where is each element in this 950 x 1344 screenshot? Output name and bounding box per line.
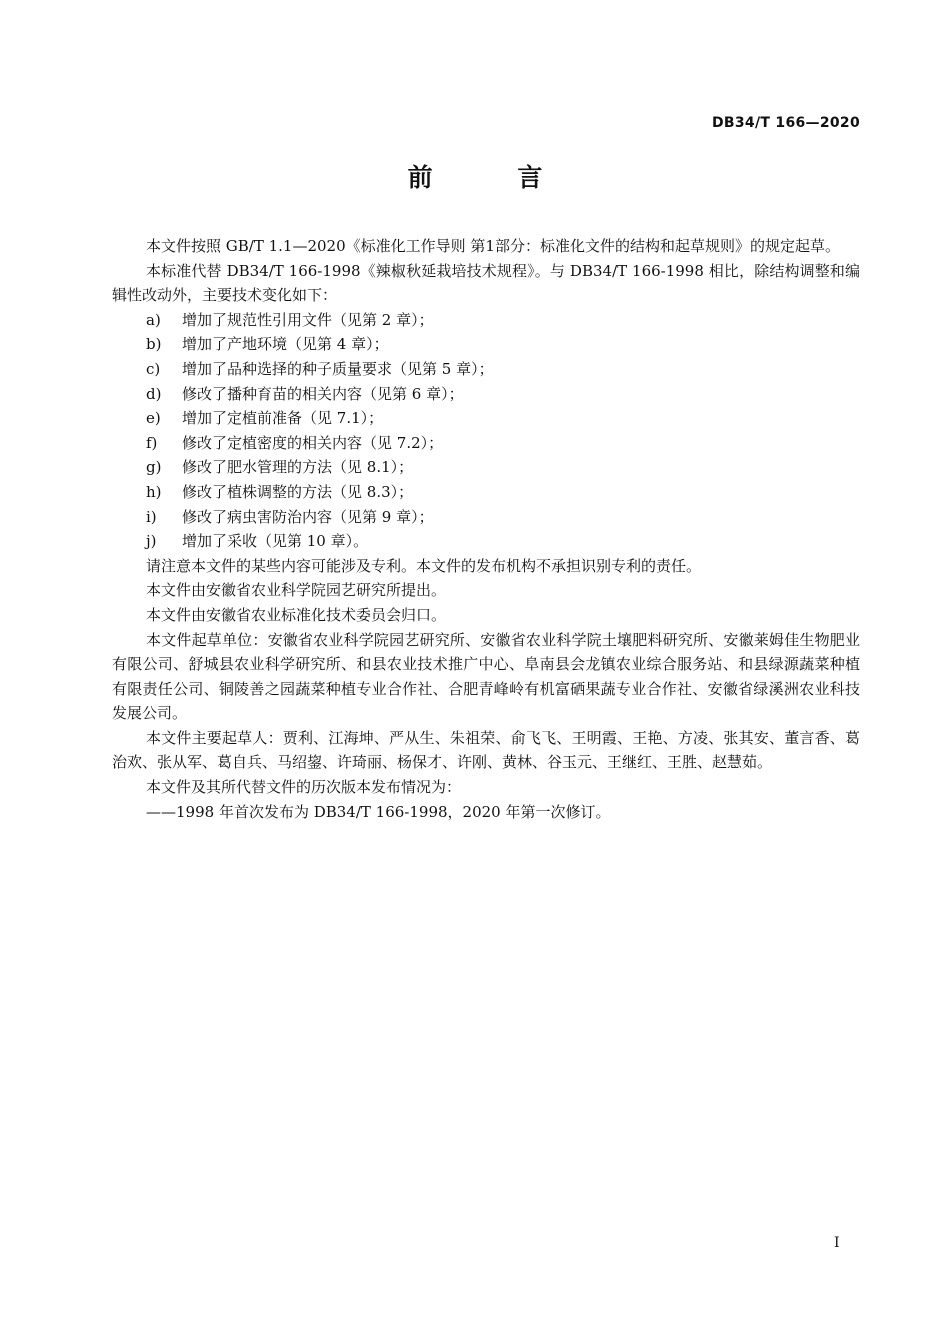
list-marker: h) [146, 482, 162, 501]
list-marker: i) [146, 507, 157, 526]
drafters: 本文件主要起草人：贾利、江海坤、严从生、朱祖荣、俞飞飞、王明霞、王艳、方凌、张其安、董言香、葛治欢、张从军、葛自兵、马绍鋆、许琦丽、杨保才、许刚、黄林、谷玉元、王继红、王胜、赵慧茹。 [112, 728, 860, 772]
list-marker: d) [146, 384, 162, 403]
list-marker: e) [146, 409, 161, 428]
list-item-text: 修改了植株调整的方法（见 8.3）； [182, 482, 414, 501]
list-item-text: 增加了采收（见第 10 章）。 [182, 532, 369, 551]
list-item-text: 增加了定植前准备（见 7.1）； [182, 409, 384, 428]
version-history-item: ——1998 年首次发布为 DB34/T 166-1998，2020 年第一次修订。 [146, 802, 611, 821]
list-item-text: 增加了品种选择的种子质量要求（见第 5 章）； [182, 359, 494, 378]
list-item-text: 增加了规范性引用文件（见第 2 章）； [182, 310, 434, 329]
list-item [112, 455, 860, 480]
list-marker: b) [146, 335, 162, 354]
page-title: 前 言 [407, 163, 581, 192]
list-item [112, 308, 860, 333]
document-body [112, 234, 860, 824]
list-marker: a) [146, 310, 161, 329]
list-marker: c) [146, 359, 161, 378]
list-item [112, 431, 860, 456]
changes-list [112, 308, 860, 554]
list-marker: f) [146, 433, 158, 452]
list-marker: j) [146, 532, 157, 551]
list-item [112, 480, 860, 505]
page-number: I [834, 1235, 840, 1251]
list-item [112, 406, 860, 431]
list-item-text: 修改了定植密度的相关内容（见 7.2）； [182, 433, 444, 452]
list-item [112, 382, 860, 407]
version-history-intro: 本文件及其所代替文件的历次版本发布情况为： [146, 778, 462, 797]
administrator-statement: 本文件由安徽省农业标准化技术委员会归口。 [146, 605, 447, 624]
list-item-text: 修改了病虫害防治内容（见第 9 章）； [182, 507, 434, 526]
list-item-text: 增加了产地环境（见第 4 章）； [182, 335, 389, 354]
proposer-statement: 本文件由安徽省农业科学院园艺研究所提出。 [146, 581, 447, 600]
patent-notice: 请注意本文件的某些内容可能涉及专利。本文件的发布机构不承担识别专利的责任。 [146, 556, 702, 575]
list-item [112, 332, 860, 357]
list-item [112, 357, 860, 382]
list-marker: g) [146, 458, 162, 477]
list-item [112, 505, 860, 530]
list-item-text: 修改了肥水管理的方法（见 8.1）； [182, 458, 414, 477]
paragraph: 本文件按照 GB/T 1.1—2020《标准化工作导则 第1部分：标准化文件的结构和起草规则》的规定起草。 [146, 237, 840, 255]
list-item-text: 修改了播种育苗的相关内容（见第 6 章）； [182, 384, 464, 403]
standard-code: DB34/T 166—2020 [712, 115, 860, 131]
drafting-units: 本文件起草单位：安徽省农业科学院园艺研究所、安徽省农业科学院土壤肥料研究所、安徽莱姆佳生物肥业有限公司、舒城县农业科学研究所、和县农业技术推广中心、阜南县会龙镇农业综合服务站、和县绿源蔬菜种植有限责任公司、铜陵善之园蔬菜种植专业合作社、合肥青峰岭有机富硒果蔬专业合作社、安徽省绿溪洲农业科技发展公司。 [112, 630, 860, 723]
list-item [112, 529, 860, 554]
paragraph: 本标准代替 DB34/T 166-1998《辣椒秋延栽培技术规程》。与 DB34/T 166-1998 相比，除结构调整和编辑性改动外，主要技术变化如下： [112, 261, 860, 305]
